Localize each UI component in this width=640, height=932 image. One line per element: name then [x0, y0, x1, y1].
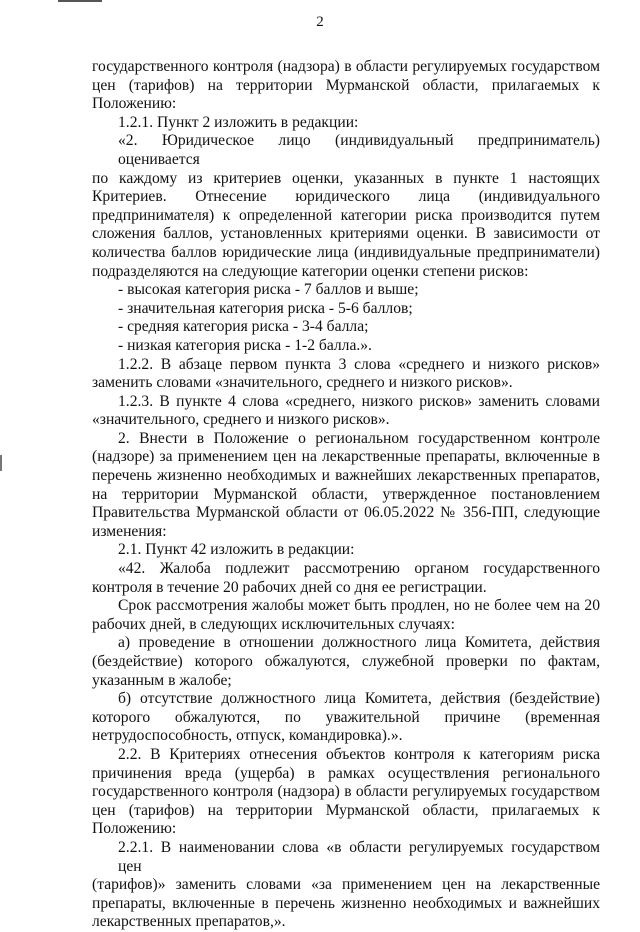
- text-line: 2.2.1. В наименовании слова «в области регулируемых государством цен: [118, 838, 600, 875]
- text-line: а) проведение в отношении должностного лица Комитета, действия: [118, 634, 600, 652]
- text-line: Положению:: [92, 820, 177, 838]
- text-line: Положению:: [92, 95, 177, 113]
- text-line: 2.1. Пункт 42 изложить в редакции:: [118, 541, 355, 559]
- text-line: - значительная категория риска - 5-6 баллов;: [118, 299, 413, 317]
- text-line: государственного контроля (надзора) в области регулируемых государством: [92, 783, 600, 801]
- text-line: препараты, включенные в перечень жизненно необходимых и важнейших: [92, 894, 600, 912]
- text-line: государственного контроля (надзора) в области регулируемых государством: [92, 58, 600, 75]
- text-line: б) отсутствие должностного лица Комитета, действия (бездействие): [118, 690, 600, 708]
- text-line: Критериев. Отнесение юридического лица (индивидуального: [92, 188, 600, 206]
- text-line: - низкая категория риска - 1-2 балла.».: [118, 336, 372, 354]
- text-line: заменить словами «значительного, среднего и низкого рисков».: [92, 374, 513, 392]
- text-line: (тарифов)» заменить словами «за применением цен на лекарственные: [92, 876, 600, 894]
- scan-side-mark: [0, 455, 2, 471]
- text-line: «значительного, среднего и низкого рисков».: [92, 411, 390, 429]
- text-line: перечень жизненно необходимых и важнейших лекарственных препаратов,: [92, 467, 600, 485]
- text-line: (бездействие) которого обжалуются, служебной проверки по фактам,: [92, 653, 600, 670]
- text-line: (надзоре) за применением цен на лекарственные препараты, включенные в: [92, 448, 600, 466]
- document-body: [92, 58, 600, 932]
- text-line: на территории Мурманской области, утвержденное постановлением: [92, 485, 600, 503]
- page-number: 2: [316, 14, 324, 30]
- text-line: цен (тарифов) на территории Мурманской области, прилагаемых к: [92, 801, 600, 819]
- text-line: указанным в жалобе;: [92, 671, 232, 689]
- text-line: Правительства Мурманской области от 06.05.2022 № 356-ПП, следующие: [92, 504, 600, 522]
- scan-edge-mark: [58, 0, 102, 2]
- text-line: 2.2. В Критериях отнесения объектов контроля к категориям риска: [118, 745, 600, 763]
- text-line: предпринимателя) к определенной категории риска производится путем: [92, 206, 600, 224]
- text-line: нетрудоспособность, отпуск, командировка).».: [92, 727, 403, 745]
- text-line: подразделяются на следующие категории оценки степени рисков:: [92, 262, 529, 280]
- text-line: контроля в течение 20 рабочих дней со дня ее регистрации.: [92, 578, 487, 596]
- text-line: 1.2.1. Пункт 2 изложить в редакции:: [118, 113, 359, 131]
- text-line: сложения баллов, установленных критериями оценки. В зависимости от: [92, 225, 600, 243]
- text-line: 1.2.2. В абзаце первом пункта 3 слова «среднего и низкого рисков»: [118, 355, 600, 373]
- text-line: 1.2.3. В пункте 4 слова «среднего, низкого рисков» заменить словами: [118, 392, 600, 410]
- text-line: цен (тарифов) на территории Мурманской области, прилагаемых к: [92, 76, 600, 94]
- text-line: рабочих дней, в следующих исключительных случаях:: [92, 615, 455, 633]
- text-line: Срок рассмотрения жалобы может быть продлен, но не более чем на 20: [118, 597, 600, 615]
- text-line: которого обжалуются, по уважительной причине (временная: [92, 708, 600, 726]
- text-line: лекарственных препаратов,».: [92, 913, 286, 931]
- text-line: причинения вреда (ущерба) в рамках осуществления регионального: [92, 764, 600, 782]
- text-line: по каждому из критериев оценки, указанных в пункте 1 настоящих: [92, 169, 600, 187]
- text-line: «2. Юридическое лицо (индивидуальный предприниматель) оценивается: [118, 132, 600, 168]
- text-line: 2. Внести в Положение о региональном государственном контроле: [118, 429, 600, 447]
- text-line: - средняя категория риска - 3-4 балла;: [118, 318, 369, 336]
- text-line: количества баллов юридические лица (индивидуальные предприниматели): [92, 243, 600, 261]
- text-line: «42. Жалоба подлежит рассмотрению органом государственного: [118, 560, 600, 578]
- text-line: - высокая категория риска - 7 баллов и выше;: [118, 281, 419, 299]
- text-line: изменения:: [92, 522, 167, 540]
